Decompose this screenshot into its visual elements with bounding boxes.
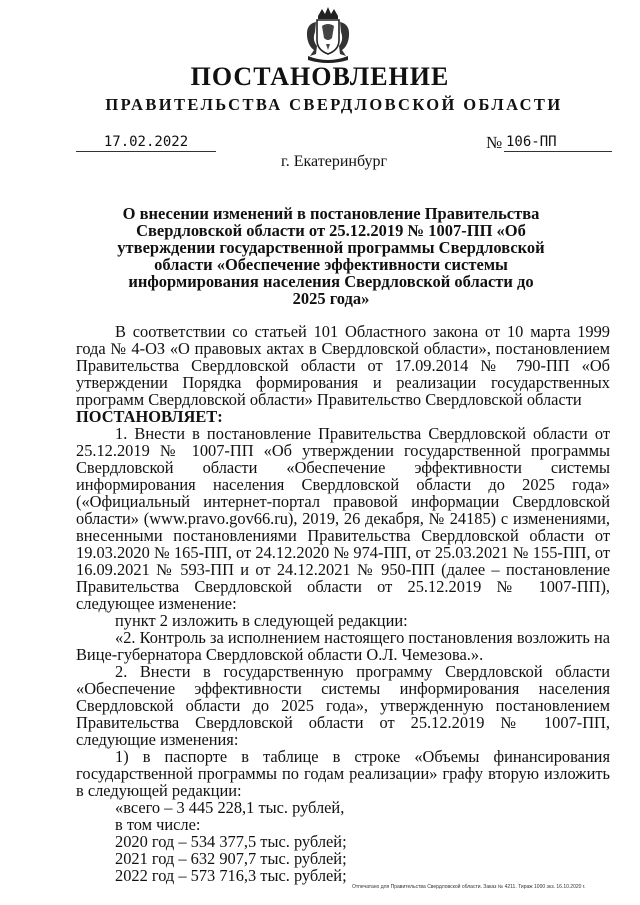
resolves-heading: ПОСТАНОВЛЯЕТ: — [76, 407, 223, 426]
document-number: 106-ПП — [504, 133, 612, 152]
including-line: в том числе: — [115, 815, 201, 834]
year-2020-line: 2020 год – 534 377,5 тыс. рублей; — [115, 832, 347, 851]
item-1-quote-paragraph: «2. Контроль за исполнением настоящего постановления возложить на Вице-губернатора Свердловской области О.Л. Чемезова.». — [76, 628, 610, 664]
document-date: 17.02.2022 — [76, 133, 216, 152]
print-footer: Отпечатано для Правительства Свердловской области. Заказ № 4211. Тираж 1000 экз. 16.10.2020 г. — [352, 884, 586, 890]
year-2021-line: 2021 год – 632 907,7 тыс. рублей; — [115, 849, 347, 868]
total-line: «всего – 3 445 228,1 тыс. рублей, — [115, 798, 345, 817]
preamble-paragraph: В соответствии со статьей 101 Областного закона от 10 марта 1999 года № 4-ОЗ «О правовых актах в Свердловской области», постановлением Правительства Свердловской области от 17.09.2014 № 790-ПП «Об утверждении Порядка формирования и реализации государственных программ Свердловской области» Правительство Свердловской области — [76, 322, 610, 409]
item-2-1-paragraph: 1) в паспорте в таблице в строке «Объемы финансирования государственной программы по годам реализации» графу вторую изложить в следующей редакции: — [76, 747, 610, 800]
sverdlovsk-coat-of-arms-icon — [300, 6, 356, 64]
year-2022-line: 2022 год – 573 716,3 тыс. рублей; — [115, 866, 347, 885]
document-title: ПОСТАНОВЛЕНИЕ — [190, 62, 450, 91]
city: г. Екатеринбург — [280, 153, 388, 170]
number-label: № — [486, 133, 503, 152]
item-1-paragraph: 1. Внести в постановление Правительства Свердловской области от 25.12.2019 № 1007-ПП «Об утверждении государственной программы Свердловской области «Обеспечение эффективности системы информирования населения Свердловской области до 2025 года» («Официальный интернет-портал правовой информации Свердловской области» (www.pravo.gov66.ru), 2019, 26 декабря, № 24185) с изменениями, внесенными постановлениями Правительства Свердловской области от 19.03.2020 № 165-ПП, от 24.12.2020 № 974-ПП, от 25.03.2021 № 155-ПП, от 16.09.2021 № 593-ПП и от 24.12.2021 № 950-ПП (далее – постановление Правительства Свердловской области от 25.12.2019 № 1007-ПП), следующее изменение: — [76, 424, 610, 613]
item-1-sub-paragraph: пункт 2 изложить в следующей редакции: — [115, 611, 408, 630]
item-2-paragraph: 2. Внести в государственную программу Свердловской области «Обеспечение эффективности системы информирования населения Свердловской области до 2025 года», утвержденную постановлением Правительства Свердловской области от 25.12.2019 № 1007-ПП, следующие изменения: — [76, 662, 610, 749]
document-body — [76, 323, 610, 884]
document-subject: О внесении изменений в постановление Правительства Свердловской области от 25.12.2019 № 1007-ПП «Об утверждении государственной программы Свердловской области «Обеспечение эффективности системы информирования населения Свердловской области до 2025 года» — [117, 204, 545, 308]
document-subtitle: ПРАВИТЕЛЬСТВА СВЕРДЛОВСКОЙ ОБЛАСТИ — [105, 95, 563, 114]
